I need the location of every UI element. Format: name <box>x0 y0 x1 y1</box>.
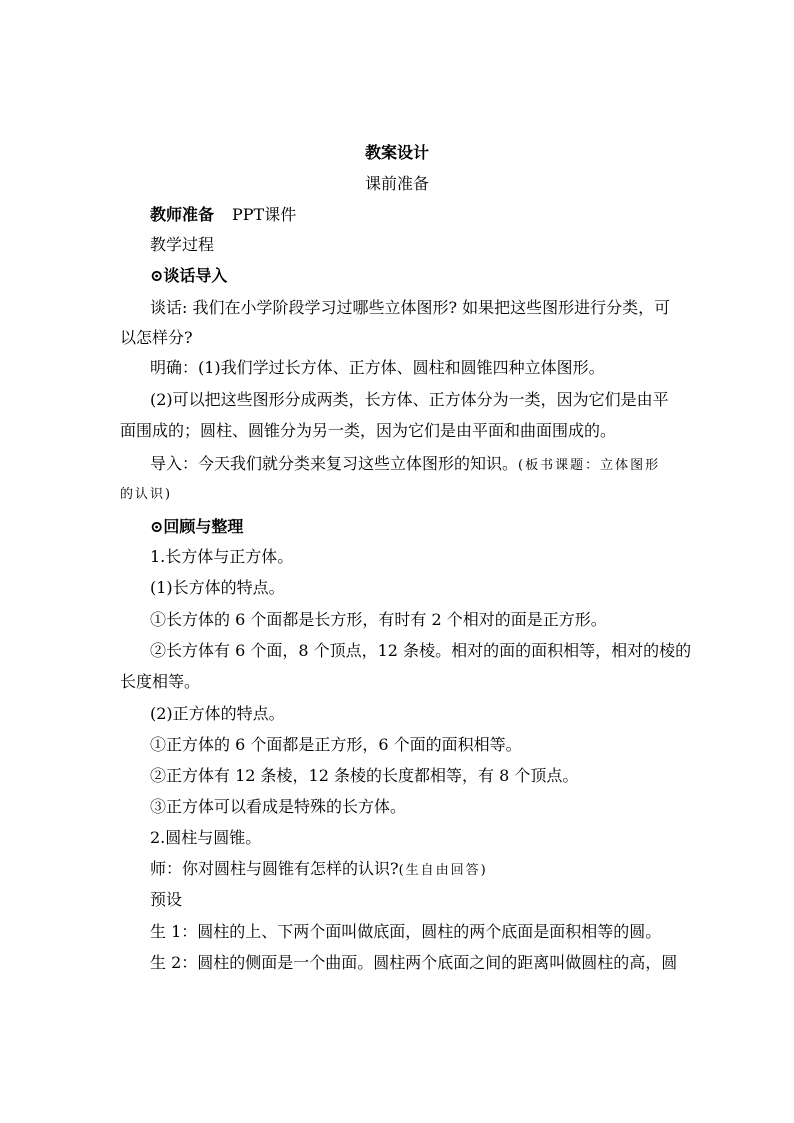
cuboid-point2-line2: 长度相等。 <box>120 672 201 691</box>
cube-point1: ①正方体的 6 个面都是正方形，6 个面的面积相等。 <box>150 735 522 754</box>
item2-heading: 2.圆柱与圆锥。 <box>150 828 262 847</box>
intro-line2: 的认识) <box>120 487 173 502</box>
teacher-note: (生自由回答) <box>398 863 488 878</box>
student2-answer: 生 2：圆柱的侧面是一个曲面。圆柱两个底面之间的距离叫做圆柱的高，圆 <box>150 953 678 972</box>
teacher-prep-line <box>150 204 296 226</box>
teacher-question-line <box>150 858 488 882</box>
clarify-paragraph: 明确：(1)我们学过长方体、正方体、圆柱和圆锥四种立体图形。 <box>150 358 605 377</box>
cube-point3: ③正方体可以看成是特殊的长方体。 <box>150 797 407 816</box>
teacher-question: 师：你对圆柱与圆锥有怎样的认识? <box>150 859 399 878</box>
clarify2-line1: (2)可以把这些图形分成两类，长方体、正方体分为一类，因为它们是由平 <box>150 390 669 409</box>
process-heading: 教学过程 <box>150 235 215 254</box>
prep-label: 教师准备 <box>150 205 215 224</box>
cuboid-point2-line1: ②长方体有 6 个面，8 个顶点，12 条棱。相对的面的面积相等，相对的棱的 <box>150 641 692 660</box>
item1-2-heading: (2)正方体的特点。 <box>150 704 285 723</box>
cuboid-point1: ①长方体的 6 个面都是长方形，有时有 2 个相对的面是正方形。 <box>150 610 607 629</box>
intro-note: (板书课题：立体图形 <box>518 458 661 473</box>
intro-line1 <box>150 453 660 477</box>
talk-paragraph-line2: 以怎样分? <box>120 328 193 347</box>
item1-1-heading: (1)长方体的特点。 <box>150 578 285 597</box>
clarify2-line2: 面围成的；圆柱、圆锥分为另一类，因为它们是由平面和曲面围成的。 <box>120 421 617 440</box>
cube-point2: ②正方体有 12 条棱，12 条棱的长度都相等，有 8 个顶点。 <box>150 766 579 785</box>
talk-paragraph-line1: 谈话: 我们在小学阶段学习过哪些立体图形? 如果把这些图形进行分类，可 <box>150 298 671 317</box>
student1-answer: 生 1：圆柱的上、下两个面叫做底面，圆柱的两个底面是面积相等的圆。 <box>150 922 662 941</box>
section-talk-heading: ⊙谈话导入 <box>150 266 228 285</box>
intro-main: 导入：今天我们就分类来复习这些立体图形的知识。 <box>150 454 519 473</box>
document-subtitle: 课前准备 <box>364 174 429 193</box>
section-review-heading: ⊙回顾与整理 <box>150 517 244 536</box>
document-title: 教案设计 <box>364 143 429 162</box>
item1-heading: 1.长方体与正方体。 <box>150 547 294 566</box>
preset-label: 预设 <box>150 890 183 909</box>
prep-value: PPT课件 <box>232 205 297 224</box>
